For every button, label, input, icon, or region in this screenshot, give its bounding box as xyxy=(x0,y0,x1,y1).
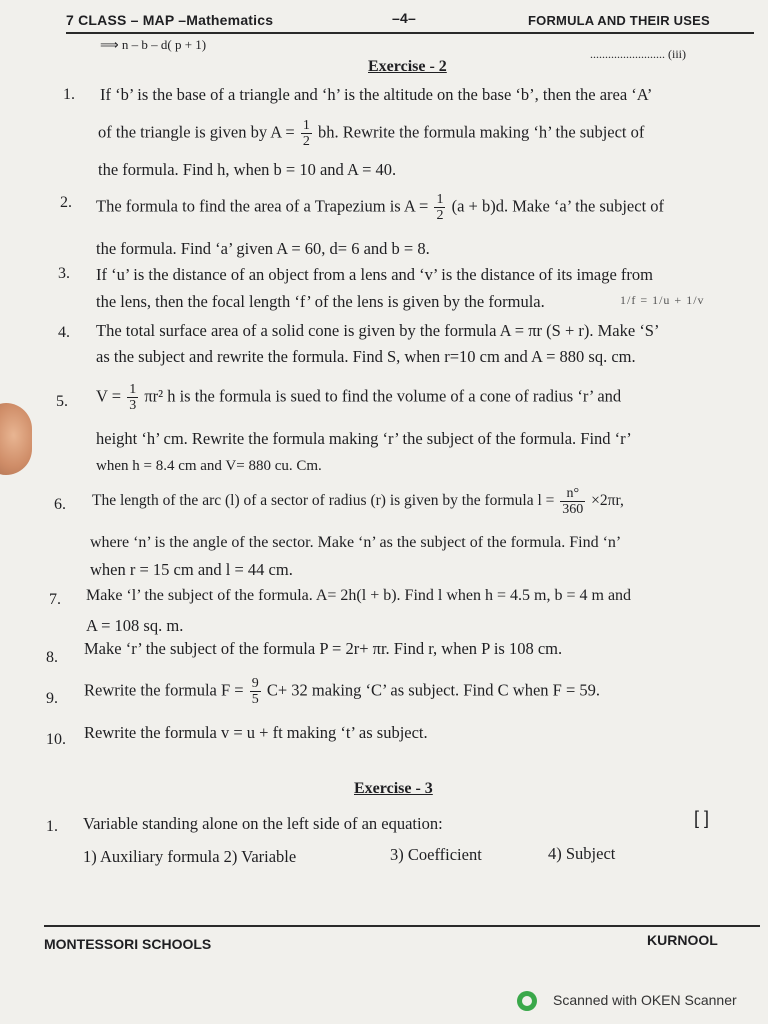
question-10-line-1: Rewrite the formula v = u + ft making ‘t’ as subject. xyxy=(84,723,428,742)
header-rule xyxy=(66,32,754,34)
question-3-line-2: the lens, then the focal length ‘f’ of the lens is given by the formula. xyxy=(96,292,545,311)
exercise-2-title: Exercise - 2 xyxy=(368,58,447,75)
fraction-nine-fifths: $\frac{9}{5}$ xyxy=(251,676,259,707)
footer-school-name: MONTESSORI SCHOOLS xyxy=(44,936,212,952)
finger-thumb-image xyxy=(0,403,32,475)
question-2-line-2: the formula. Find ‘a’ given A = 60, d= 6 and b = 8. xyxy=(96,239,430,258)
question-1-line-3: the formula. Find h, when b = 10 and A = 40. xyxy=(98,160,397,179)
footer-rule xyxy=(44,925,760,927)
question-4-number: 4. xyxy=(58,324,70,341)
question-9-number: 9. xyxy=(46,690,58,707)
header-equation-fragment: ⟹ n – b – d( p + 1) xyxy=(100,37,207,52)
question-3-line-1: If ‘u’ is the distance of an object from a lens and ‘v’ is the distance of its image from xyxy=(96,265,653,284)
question-7-line-1: Make ‘l’ the subject of the formula. A= 2h(l + b). Find l when h = 4.5 m, b = 4 m and xyxy=(86,587,632,604)
question-8-line-1: Make ‘r’ the subject of the formula P = 2r+ πr. Find r, when P is 108 cm. xyxy=(84,639,563,658)
question-7-number: 7. xyxy=(49,591,61,608)
question-4-line-2: as the subject and rewrite the formula. Find S, when r=10 cm and A = 880 sq. cm. xyxy=(96,347,636,366)
header-chapter-title: FORMULA AND THEIR USES xyxy=(528,13,710,28)
option-4: 4) Subject xyxy=(548,844,616,863)
question-9-line-1: Rewrite the formula F = $\frac{9}{5}$ C+ 32 making ‘C’ as subject. Find C when F = 59. xyxy=(84,676,601,707)
question-1-line-2: of the triangle is given by A = $\frac{1}{2}$ bh. Rewrite the formula making ‘h’ the subject of xyxy=(98,118,645,149)
question-2-number: 2. xyxy=(60,194,72,211)
question-4-line-1: The total surface area of a solid cone is given by the formula A = πr (S + r). Make ‘S’ xyxy=(96,321,660,340)
question-1-line-1: If ‘b’ is the base of a triangle and ‘h’ is the altitude on the base ‘b’, then the area ‘A’ xyxy=(100,85,653,104)
question-5-line-1: V = $\frac{1}{3}$ πr² h is the formula is sued to find the volume of a cone of radius ‘r’ and xyxy=(96,382,622,413)
fraction-one-third: $\frac{1}{3}$ xyxy=(129,382,137,413)
handwritten-lens-formula: 1/f = 1/u + 1/v xyxy=(620,293,705,307)
ex3-question-1-number: 1. xyxy=(46,818,58,835)
question-5-line-2: height ‘h’ cm. Rewrite the formula making ‘r’ the subject of the formula. Find ‘r’ xyxy=(96,429,632,448)
scanner-watermark: Scanned with OKEN Scanner xyxy=(553,992,737,1008)
option-1-and-2: 1) Auxiliary formula 2) Variable xyxy=(83,847,297,866)
exercise-3-title: Exercise - 3 xyxy=(354,780,433,797)
fraction-n-over-360: $\frac{n^\circ}{360}$ xyxy=(562,486,584,517)
question-6-line-3: when r = 15 cm and l = 44 cm. xyxy=(90,560,293,579)
footer-city: KURNOOL xyxy=(647,932,718,948)
answer-bracket: [ ] xyxy=(694,808,710,828)
question-7-line-2: A = 108 sq. m. xyxy=(86,616,184,635)
ex3-question-1-text: Variable standing alone on the left side of an equation: xyxy=(83,814,443,833)
question-8-number: 8. xyxy=(46,649,58,666)
question-5-number: 5. xyxy=(56,393,68,410)
header-class-title: 7 CLASS – MAP –Mathematics xyxy=(66,12,274,28)
header-page-number: –4– xyxy=(392,10,416,26)
question-3-number: 3. xyxy=(58,265,70,282)
question-1-number: 1. xyxy=(63,86,75,103)
question-5-line-3: when h = 8.4 cm and V= 880 cu. Cm. xyxy=(96,458,322,474)
fraction-one-half: $\frac{1}{2}$ xyxy=(436,192,444,223)
fraction-one-half: $\frac{1}{2}$ xyxy=(302,118,310,149)
header-equation-label: ......................... (iii) xyxy=(590,47,686,61)
question-6-line-2: where ‘n’ is the angle of the sector. Make ‘n’ as the subject of the formula. Find ‘n’ xyxy=(90,534,622,551)
scanner-logo-icon xyxy=(517,991,537,1011)
question-6-line-1: The length of the arc (l) of a sector of radius (r) is given by the formula l = $\frac{n^\circ}{360}$ ×2πr, xyxy=(92,486,624,517)
question-6-number: 6. xyxy=(54,496,66,513)
question-10-number: 10. xyxy=(46,731,66,748)
option-3: 3) Coefficient xyxy=(390,845,482,864)
question-2-line-1: The formula to find the area of a Trapezium is A = $\frac{1}{2}$ (a + b)d. Make ‘a’ the subject of xyxy=(96,192,665,223)
